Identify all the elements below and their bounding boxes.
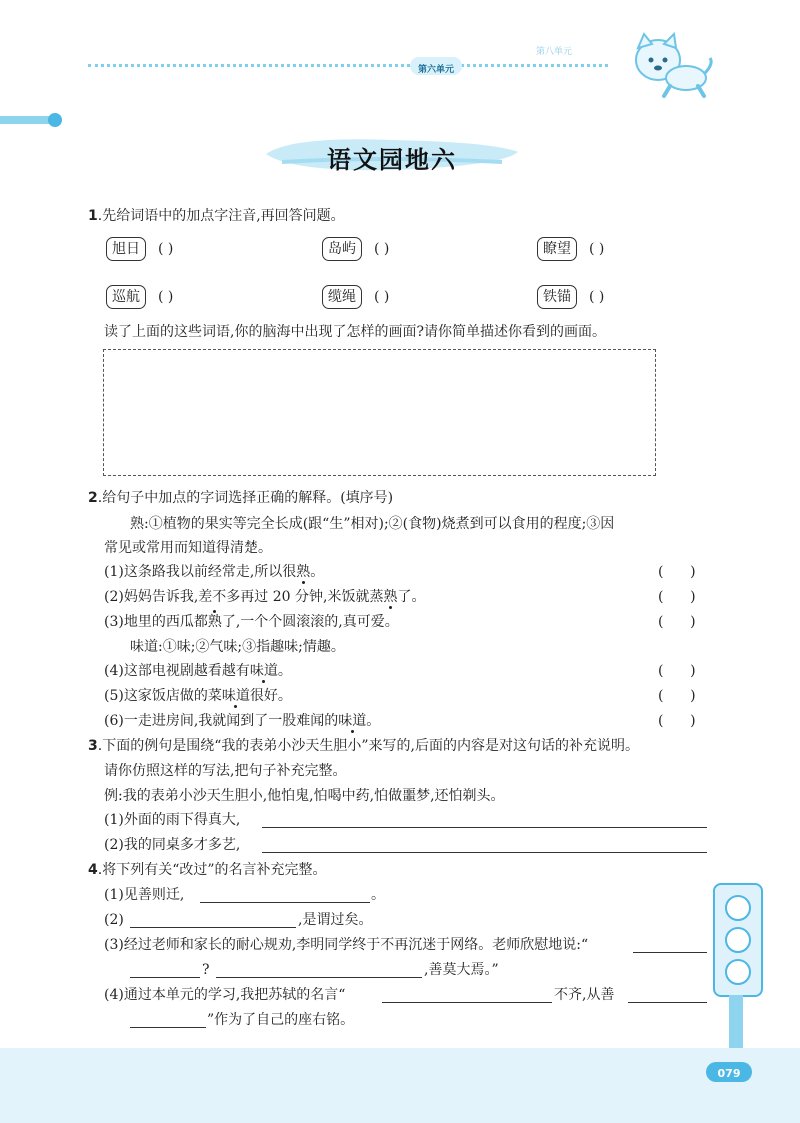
traffic-light-illustration bbox=[713, 883, 763, 997]
q4-answer-line-4b[interactable] bbox=[628, 1002, 707, 1003]
q2-s2-text: (2)妈妈告诉我,差不多再过 20 分钟,米饭就蒸 bbox=[104, 589, 384, 605]
q2-s3-text: (3)地里的西瓜都 bbox=[104, 614, 208, 630]
q2-s4-end: 。 bbox=[277, 663, 292, 679]
q3-stem bbox=[88, 736, 639, 756]
unit-current-label: 第六单元 bbox=[417, 65, 454, 75]
q2-s3-dotted: 熟 bbox=[207, 614, 222, 630]
q2-stem bbox=[88, 488, 393, 508]
q4-s3-start: (3)经过老师和家长的耐心规劝,李明同学终于不再沉迷于网络。老师欣慰地说:“ bbox=[104, 937, 589, 953]
q1-number: 1 bbox=[88, 208, 98, 224]
q4-s3-end: ,善莫大焉。” bbox=[424, 962, 499, 978]
q2-stem-text: .给句子中加点的字词选择正确的解释。(填序号) bbox=[97, 490, 394, 506]
q2-s4-dotted: 味道 bbox=[249, 663, 278, 679]
q3-sentence-2: (2)我的同桌多才多艺, bbox=[104, 837, 241, 853]
q4-s2-start: (2) bbox=[104, 912, 124, 928]
q2-s5-text: (5)这家饭店做的菜 bbox=[104, 688, 222, 704]
bottom-band bbox=[0, 1048, 800, 1123]
q1-answer-box[interactable] bbox=[103, 349, 656, 476]
q2-s1-text: (1)这条路我以前经常走,所以很 bbox=[104, 564, 297, 580]
q2-s5-dotted: 味道 bbox=[221, 688, 250, 704]
q1-answer-paren-6[interactable]: ( ) bbox=[589, 289, 605, 305]
q2-definition-shu-line1: 熟:①植物的果实等完全长成(跟“生”相对);②(食物)烧煮到可以食用的程度;③因 bbox=[130, 516, 615, 532]
q3-sentence-1: (1)外面的雨下得真大, bbox=[104, 812, 241, 828]
q1-word-3: 瞭望 bbox=[537, 237, 577, 261]
q2-answer-paren-1[interactable]: ( ) bbox=[658, 564, 696, 580]
q4-answer-line-2[interactable] bbox=[130, 927, 296, 928]
q3-example: 例:我的表弟小沙天生胆小,他怕鬼,怕喝中药,怕做噩梦,还怕剃头。 bbox=[104, 788, 505, 804]
q2-definition-weidao: 味道:①味;②气味;③指趣味;情趣。 bbox=[130, 639, 345, 655]
q1-word-1: 旭日 bbox=[106, 237, 146, 261]
q2-s6-text: (6)一走进房间,我就闻到了一股难闻的 bbox=[104, 713, 339, 729]
left-side-bar-dot bbox=[48, 113, 62, 127]
q2-s5-end: 很好。 bbox=[249, 688, 292, 704]
q4-answer-line-3b[interactable] bbox=[130, 977, 200, 978]
page-title: 语文园地六 bbox=[327, 146, 457, 174]
page-number: 079 bbox=[717, 1067, 741, 1080]
q4-answer-line-4c[interactable] bbox=[130, 1027, 206, 1028]
q3-stem-line2: 请你仿照这样的写法,把句子补充完整。 bbox=[104, 763, 347, 779]
q3-number: 3 bbox=[88, 738, 98, 754]
q2-definition-shu-line2: 常见或常用而知道得清楚。 bbox=[104, 540, 272, 556]
dog-mascot-illustration bbox=[624, 30, 714, 102]
q4-stem-text: .将下列有关“改过”的名言补充完整。 bbox=[97, 862, 327, 878]
q2-s3-end: 了,一个个圆滚滚的,真可爱。 bbox=[221, 614, 399, 630]
q1-answer-paren-2[interactable]: ( ) bbox=[374, 241, 390, 257]
q2-sentence-2 bbox=[104, 587, 425, 607]
q1-stem bbox=[88, 206, 345, 226]
q4-answer-line-4a[interactable] bbox=[382, 1002, 552, 1003]
q2-s6-dotted: 味道 bbox=[338, 713, 367, 729]
q1-answer-paren-5[interactable]: ( ) bbox=[374, 289, 390, 305]
q2-s4-text: (4)这部电视剧越看越有 bbox=[104, 663, 250, 679]
q1-word-2: 岛屿 bbox=[322, 237, 362, 261]
q3-answer-line-2[interactable] bbox=[262, 852, 707, 853]
q1-answer-paren-4[interactable]: ( ) bbox=[158, 289, 174, 305]
q2-sentence-5 bbox=[104, 686, 292, 706]
q1-word-6: 铁锚 bbox=[537, 285, 577, 309]
q2-s1-end: 。 bbox=[310, 564, 325, 580]
q2-s1-dotted: 熟 bbox=[296, 564, 311, 580]
q2-s2-end: 了。 bbox=[397, 589, 426, 605]
q4-number: 4 bbox=[88, 862, 98, 878]
q4-s2-end: ,是谓过矣。 bbox=[298, 912, 373, 928]
q3-stem-text: .下面的例句是围绕“我的表弟小沙天生胆小”来写的,后面的内容是对这句话的补充说明。 bbox=[97, 738, 639, 754]
q2-sentence-3 bbox=[104, 612, 399, 632]
q2-answer-paren-5[interactable]: ( ) bbox=[658, 688, 696, 704]
q1-answer-paren-3[interactable]: ( ) bbox=[589, 241, 605, 257]
q4-s4-middle: 不齐,从善 bbox=[554, 987, 615, 1003]
q2-answer-paren-3[interactable]: ( ) bbox=[658, 614, 696, 630]
page-number-badge bbox=[706, 1062, 752, 1082]
unit-current-badge bbox=[410, 57, 462, 75]
q2-s2-dotted: 熟 bbox=[383, 589, 398, 605]
left-side-bar bbox=[0, 116, 52, 124]
q1-word-5: 缆绳 bbox=[322, 285, 362, 309]
q1-prompt: 读了上面的这些词语,你的脑海中出现了怎样的画面?请你简单描述你看到的画面。 bbox=[104, 324, 606, 340]
q4-s3-question-mark: ? bbox=[202, 962, 210, 978]
q4-answer-line-3a[interactable] bbox=[633, 952, 707, 953]
q4-answer-line-1[interactable] bbox=[200, 902, 370, 903]
traffic-light-lamp-top bbox=[725, 895, 751, 921]
q1-word-4: 巡航 bbox=[106, 285, 146, 309]
q2-sentence-6 bbox=[104, 711, 380, 731]
q2-answer-paren-2[interactable]: ( ) bbox=[658, 589, 696, 605]
q2-answer-paren-6[interactable]: ( ) bbox=[658, 713, 696, 729]
traffic-light-lamp-middle bbox=[725, 927, 751, 953]
q4-answer-line-3c[interactable] bbox=[216, 977, 422, 978]
q4-s1-end: 。 bbox=[371, 887, 385, 903]
header-dotted-line bbox=[88, 64, 608, 67]
q1-stem-text: .先给词语中的加点字注音,再回答问题。 bbox=[97, 208, 345, 224]
q4-s1-start: (1)见善则迁, bbox=[104, 887, 185, 903]
q3-answer-line-1[interactable] bbox=[262, 827, 707, 828]
q4-stem bbox=[88, 860, 327, 880]
q1-answer-paren-1[interactable]: ( ) bbox=[158, 241, 174, 257]
unit-next-label: 第八单元 bbox=[536, 47, 573, 57]
q2-s6-end: 。 bbox=[366, 713, 381, 729]
traffic-light-lamp-bottom bbox=[725, 959, 751, 985]
q2-number: 2 bbox=[88, 490, 98, 506]
q2-sentence-4 bbox=[104, 661, 292, 681]
q4-s4-start: (4)通过本单元的学习,我把苏轼的名言“ bbox=[104, 987, 346, 1003]
traffic-light-pole bbox=[729, 995, 743, 1050]
q4-s4-end: ”作为了自己的座右铭。 bbox=[207, 1012, 355, 1028]
q2-answer-paren-4[interactable]: ( ) bbox=[658, 663, 696, 679]
q2-sentence-1 bbox=[104, 562, 324, 582]
